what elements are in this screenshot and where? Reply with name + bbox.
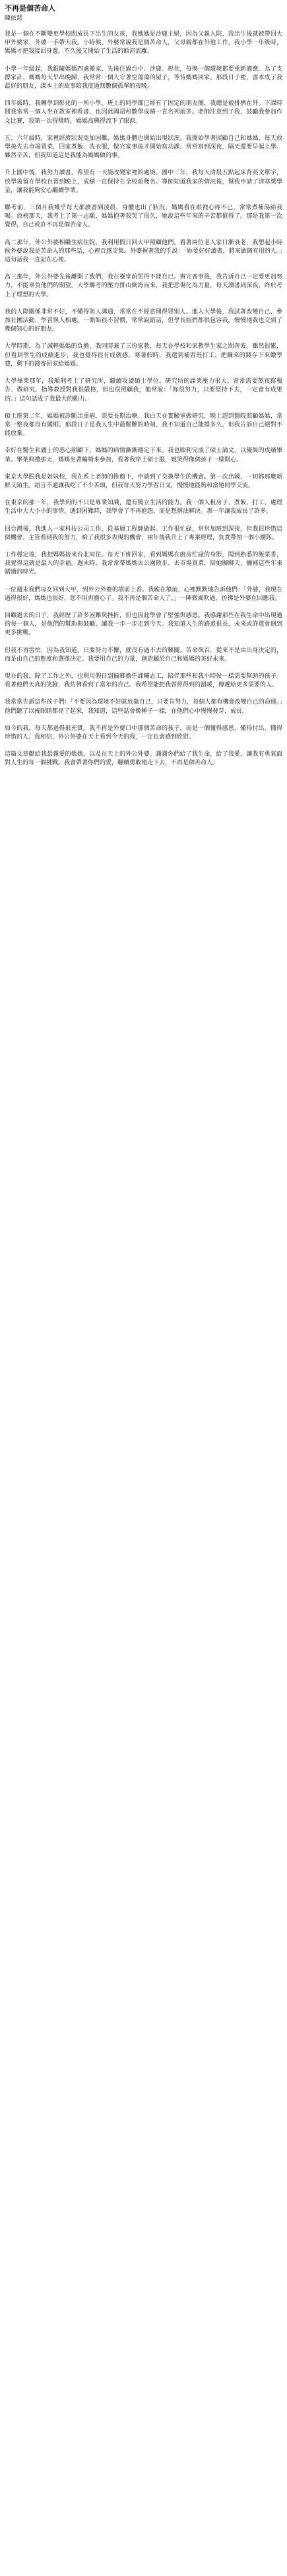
article-paragraph: 高三那年，外公外婆先後離開了我們，我在靈堂前哭得不能自已。辦完喪事後，我告訴自己一定要更加努力，不能辜負他們的期望。大學聯考的壓力排山倒海而來，我把悲傷化為力量，每天讀書到深夜，終於考上了理想的大學。 [5,274,282,298]
article-paragraph: 我的人際關係非常不好，不懂得與人溝通，常常在不經意間得罪別人。進入大學後，我試著改變自己，參加社團活動，學習與人相處。一開始很不習慣，常常說錯話，但學長姐們都很包容我，慢慢地我也交到了幾個知心的好朋友。 [5,308,282,333]
article-paragraph: 在東京的那一年，我學到的不只是專業知識，還有獨立生活的能力。我一個人租房子、煮飯、打工，處理生活中大大小小的事情。遇到困難時，我學會了不再抱怨，而是想辦法解決。那一年讓我成長了許多。 [5,500,282,515]
article-paragraph: 回顧過去的日子，我經歷了許多困難與挫折，但也因此學會了堅強與感恩。我感謝那些在我生命中出現過的每一個人，是他們的幫助與鼓勵，讓我一步一步走到今天。我知道人生的路還很長，未來或許還會遇到更多挑戰。 [5,612,282,637]
article-paragraph: 工作穩定後，我把媽媽接來台北同住。每天下班回家，看到媽媽在廚房忙碌的身影，聞到熟悉的飯菜香，我覺得這就是最大的幸福。週末時，我常常帶媽媽去公園散步、去市場買菜，陪她聊聊天，彌補這些年來錯過的時光。 [5,551,282,576]
article-title: 不再是個苦命人 [5,4,55,13]
article-paragraph: 升上國中後，我努力讀書，希望有一天能改變家裡的處境。國中三年，我每天清晨五點起床背英文單字，放學後留在學校自習到晚上，成績一直保持在全校前幾名。導師知道我家的情況後，幫我申請了清寒獎學金，讓我能夠安心繼續學業。 [5,170,282,194]
article-paragraph: 如今的我，每天都過得很充實。我不再是外婆口中那個苦命的孩子，而是一個懂得感恩、懂得付出、懂得珍惜的人。我相信，外公外婆在天上看到今天的我，一定也會感到欣慰。 [5,725,282,741]
article-paragraph: 四年級時，我轉學到彰化的一所小學，班上的同學都已經有了固定的朋友圈，我總是被排擠在外。下課時間我常常一個人坐在教室裡看書，也因此國語和數學成績一直名列前茅。老師注意到了我，鼓勵我參加作文比賽，我第一次得獎時，媽媽高興得流下了眼淚。 [5,100,282,125]
article-paragraph: 東京大學跟我是姐妹校，我在系上老師的推薦下，申請到了交換學生的機會。第一次出國，一切都那麼新鮮又陌生。語言不通讓我吃了不少苦頭，但我每天努力學習日文，慢慢地能夠和當地同學交流。 [5,473,282,489]
article-paragraph: 我是一個在不斷變更學校間成長下出生的女孩，我媽媽是沙鹿主婦，因為父親入院，我出生後就被帶回大甲外婆家，外婆一手帶大我。小時候，外婆常說我是個苦命人，父母親都在外地工作，我小學一年級時，媽媽才把我接回身邊，不久後又開始了生活的顛沛流離。 [5,31,282,55]
article-paragraph: 現在的我，除了工作之外，也利用假日到偏鄉擔任課輔志工，陪伴那些和我小時候一樣需要幫助的孩子。看著他們天真的笑臉，我彷彿看到了當年的自己。我希望能把我曾經得到的溫暖，傳遞給更多需要的人。 [5,673,282,689]
article-paragraph: 我常常告訴這些孩子們：「不要因為環境不好就放棄自己，只要肯努力，每個人都有機會改變自己的命運。」他們聽了以後眼睛都亮了起來，我知道，這些話會像種子一樣，在他們心中慢慢發芽、成長。 [5,699,282,715]
article-paragraph: 幸好在醫生和護士的悉心照顧下，媽媽的病情漸漸穩定下來。我也順利完成了碩士論文，以優異的成績畢業。畢業典禮那天，媽媽坐著輪椅來參加，看著我穿上碩士服，她笑得像個孩子一樣開心。 [5,447,282,463]
article-paragraph: 大學時期，為了減輕媽媽的負擔，我同時兼了三份家教，每天在學校和家教學生家之間奔波。雖然很累，但看到學生的成績進步，我也覺得很有成就感。寒暑假時，我還到補習班打工，把賺來的錢存下來繳學費，剩下的錢寄回家給媽媽。 [5,343,282,368]
article-paragraph: 這篇文章獻給我最親愛的媽媽，以及在天上的外公外婆。謝謝你們給了我生命，給了我愛，讓我有勇氣面對人生的每一個挑戰。我會帶著你們的愛，繼續勇敢地走下去，不再是個苦命人。 [5,751,282,767]
article-paragraph: 小學一年級起，我跟隨媽媽四處搬家，先後住過台中、沙鹿、彰化，每換一個環境都要重新適應。為了支撐家計，媽媽每天早出晚歸，我常常一個人守著空蕩蕩的屋子，等待媽媽回家。那段日子裡，書本成了我最好的朋友，課本上的故事陪我度過無數個孤單的夜晚。 [5,65,282,90]
article-paragraph: 碩士班第二年，媽媽被診斷出重病，需要長期治療。我白天在實驗室做研究，晚上趕到醫院照顧媽媽，常常一整夜都沒有闔眼。那段日子是我人生中最艱難的時刻，我不知道自己能撐多久，但我告訴自己絕對不能放棄。 [5,413,282,438]
article-paragraph: 高二那年，外公外婆相繼生病住院，我利用假日回大甲照顧他們。看著兩位老人家日漸衰老，我想起小時候外婆說我是苦命人的那些話，心裡百感交集。外婆握著我的手說：「妳要好好讀書，將來做個有用的人。」這句話我一直記在心裡。 [5,239,282,264]
article-author: 陳依慈 [5,15,23,22]
article-paragraph: 回台灣後，我進入一家科技公司工作，從基層工程師做起。工作很忙碌，常常加班到深夜，但我很珍惜這個機會。主管看到我的努力，給了我很多表現的機會，兩年後我升上了專案經理，負責帶領一個小團隊。 [5,525,282,541]
article-paragraph: 大學畢業那年，我順利考上了研究所，繼續攻讀碩士學位。研究所的課業壓力很大，常常需要熬夜寫報告、做研究。指導教授對我很嚴格，但也很照顧我，他常說：「妳很努力，只要堅持下去，一定會有成果的。」這句話成了我最大的動力。 [5,378,282,403]
article-paragraph: 五、六年級時，家裡經濟狀況更加困難，媽媽身體也開始出現狀況。我開始學著照顧自己和媽媽，每天放學後先去市場買菜，回家煮飯、洗衣服，做完家事後才開始寫功課。常常寫到深夜，隔天還要早起上學。雖然辛苦，但我知道這是我能為媽媽做的事。 [5,135,282,160]
article-paragraph: 一位週末我們母女回到大甲，到外公外婆的墳前上香。我跪在墳前，心裡默默地告訴他們：「外婆，我現在過得很好，媽媽也很好，您不用再擔心了。我不再是個苦命人了。」一陣微風吹過，彷彿是外婆在回應我。 [5,586,282,602]
article-paragraph: 但我不再害怕，因為我知道，只要努力不懈，就沒有過不去的難關。苦命與否，從來不是由出身決定的，而是由自己的態度和選擇決定。我要用自己的力量，創造屬於自己和媽媽的美好未來。 [5,647,282,663]
article-body [5,30,282,768]
article-paragraph: 聯考前，三個月我幾乎每天都讀書到凌晨，身體也出了狀況，媽媽看在眼裡心疼不已，常常煮補湯給我喝。放榜那天，我考上了第一志願，媽媽抱著我哭了很久，她說這些年來的辛苦都值得了。那是我第一次覺得，自己或許不再是個苦命人。 [5,205,282,229]
